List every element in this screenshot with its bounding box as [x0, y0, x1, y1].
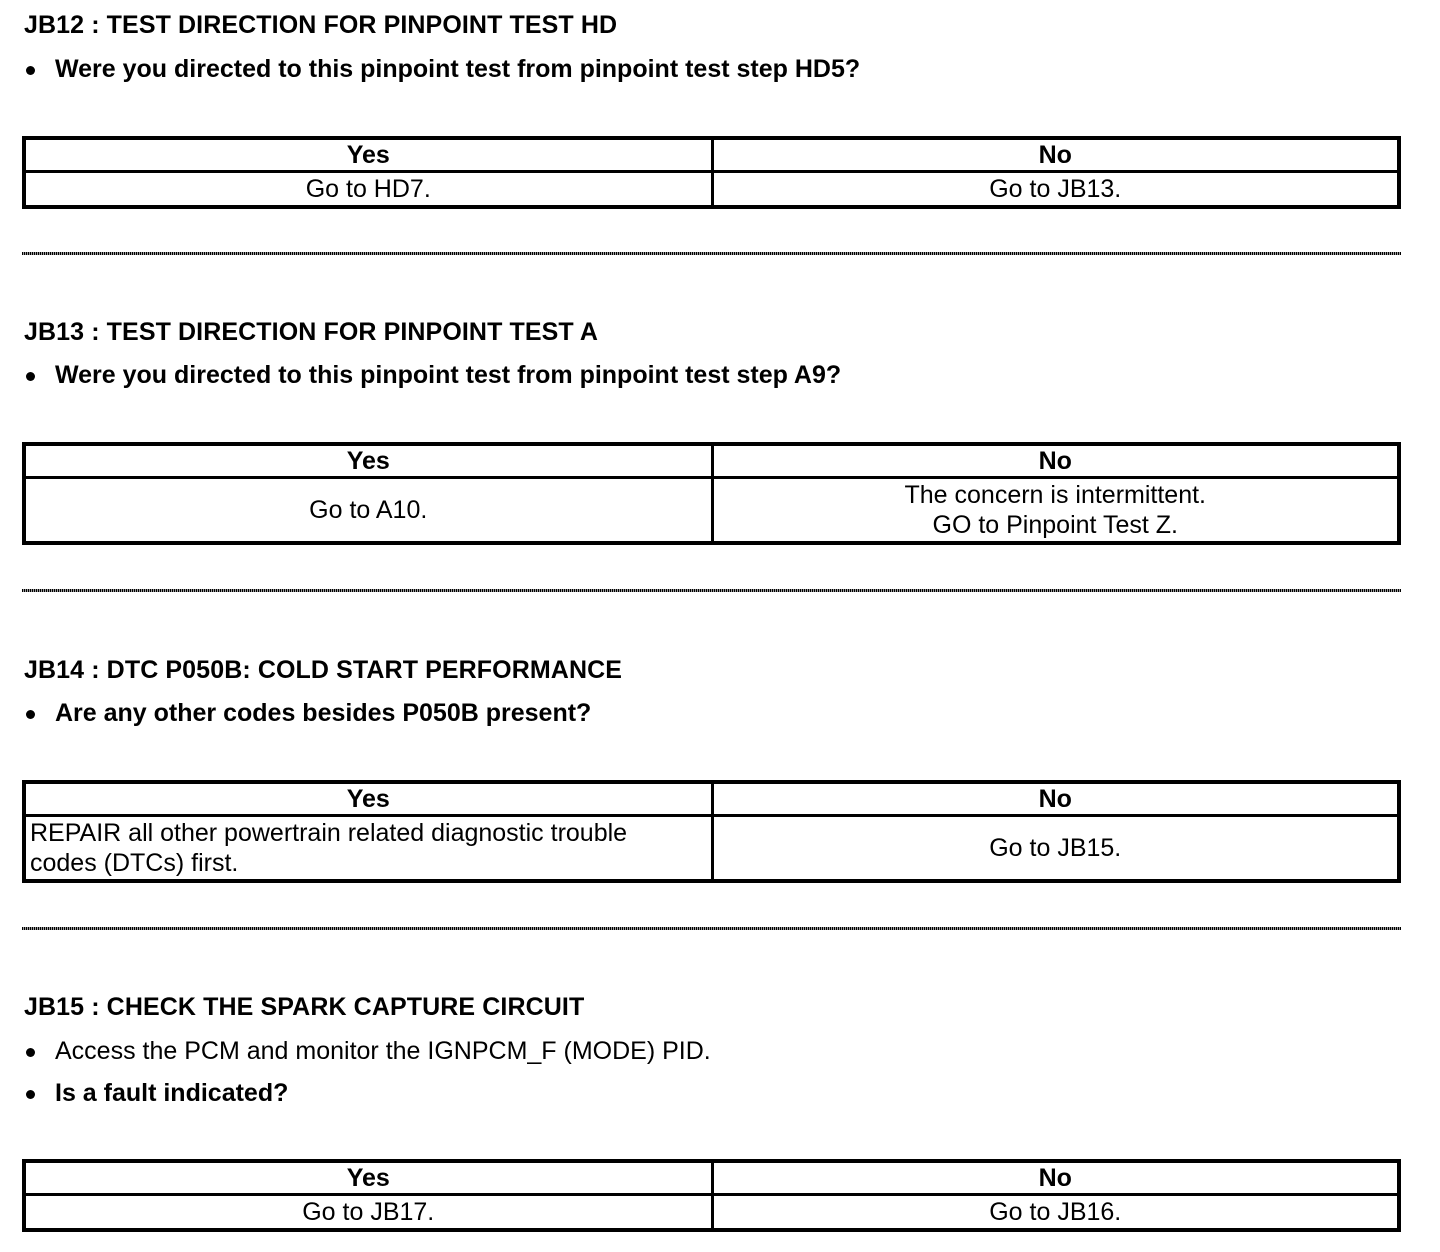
yes-header: Yes [24, 782, 712, 816]
bullet-icon [26, 710, 35, 719]
step-title: JB14 : DTC P050B: COLD START PERFORMANCE [24, 656, 623, 684]
step-title: JB13 : TEST DIRECTION FOR PINPOINT TEST A [24, 318, 599, 346]
step-jb14 [22, 655, 1401, 887]
yes-action-line: codes (DTCs) first. [30, 849, 239, 877]
table-header-row [24, 138, 1399, 172]
bullet-text: Were you directed to this pinpoint test from pinpoint test step HD5? [55, 55, 861, 83]
table-row [24, 172, 1399, 208]
step-title: JB12 : TEST DIRECTION FOR PINPOINT TEST HD [24, 11, 618, 39]
no-action-line: The concern is intermittent. [904, 481, 1206, 509]
no-action-line: GO to Pinpoint Test Z. [932, 511, 1178, 539]
no-action: Go to JB13. [712, 172, 1399, 208]
table-header-row [24, 782, 1399, 816]
table-header-row [24, 444, 1399, 478]
bullet-icon [26, 372, 35, 381]
no-header: No [712, 444, 1399, 478]
yes-no-table [22, 780, 1401, 883]
no-action [712, 478, 1399, 544]
bullet-icon [26, 1048, 35, 1057]
section-divider [22, 589, 1401, 592]
section-divider [22, 252, 1401, 255]
yes-header: Yes [24, 1161, 712, 1195]
bullet-icon [26, 1090, 35, 1099]
step-jb13 [22, 317, 1401, 549]
no-header: No [712, 138, 1399, 172]
bullet-icon [26, 66, 35, 75]
no-header: No [712, 782, 1399, 816]
yes-no-table [22, 442, 1401, 545]
section-divider [22, 927, 1401, 930]
yes-action: Go to HD7. [24, 172, 712, 208]
no-action: Go to JB15. [712, 816, 1399, 882]
yes-action: Go to JB17. [24, 1195, 712, 1231]
yes-header: Yes [24, 444, 712, 478]
no-action: Go to JB16. [712, 1195, 1399, 1231]
yes-action [24, 816, 712, 882]
yes-action-line: REPAIR all other powertrain related diagnostic trouble [30, 819, 628, 847]
step-jb12 [22, 10, 1401, 210]
bullet-text: Access the PCM and monitor the IGNPCM_F (MODE) PID. [55, 1037, 711, 1065]
table-row [24, 1195, 1399, 1231]
step-title: JB15 : CHECK THE SPARK CAPTURE CIRCUIT [24, 993, 585, 1021]
bullet-text: Is a fault indicated? [55, 1079, 289, 1107]
table-header-row [24, 1161, 1399, 1195]
table-row [24, 816, 1399, 882]
yes-no-table [22, 136, 1401, 209]
yes-action: Go to A10. [24, 478, 712, 544]
bullet-text: Are any other codes besides P050B present? [55, 699, 592, 727]
yes-no-table [22, 1159, 1401, 1232]
table-row [24, 478, 1399, 544]
step-jb15 [22, 992, 1401, 1237]
no-header: No [712, 1161, 1399, 1195]
yes-header: Yes [24, 138, 712, 172]
bullet-text: Were you directed to this pinpoint test from pinpoint test step A9? [55, 361, 842, 389]
